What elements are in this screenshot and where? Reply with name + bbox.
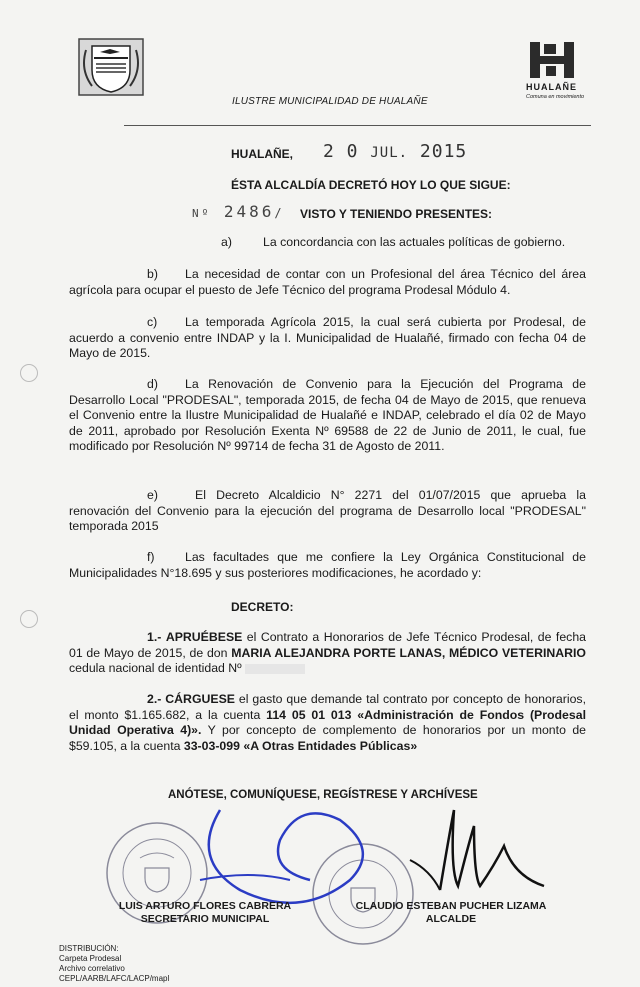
date-stamp-year: 2015 [419, 141, 468, 162]
distribution-line: Archivo correlativo [59, 964, 125, 973]
redacted-id [245, 664, 305, 674]
crest-emblem-icon [78, 38, 144, 96]
consideration-b [69, 267, 586, 298]
consideration-c [69, 315, 586, 362]
place-name: HUALAÑE, [231, 147, 293, 161]
decreto-heading: DECRETO: [231, 600, 294, 614]
consideration-label: a) [221, 235, 232, 249]
consideration-label: f) [147, 550, 155, 564]
item-number: 1.- [147, 630, 162, 644]
date-stamp-day: 2 0 [323, 141, 359, 162]
item-number: 2.- [147, 692, 162, 706]
consideration-text: El Decreto Alcaldicio N° 2271 del 01/07/2015 que aprueba la renovación del Convenio para la ejecución del programa de Desarrollo local "PRODESAL" temporada 2015 [69, 488, 586, 533]
hualane-logo-icon [526, 38, 586, 82]
decree-number-stamp [192, 202, 285, 221]
secretary-name: LUIS ARTURO FLORES CABRERA [118, 900, 292, 912]
closing-formula: ANÓTESE, COMUNÍQUESE, REGÍSTRESE Y ARCHÍVESE [168, 789, 478, 801]
consideration-a [69, 235, 586, 251]
item-text: el Contrato a Honorarios de Jefe Técnico Prodesal, de fecha 01 de Mayo de 2015, de don [69, 630, 586, 660]
consideration-text: Las facultades que me confiere la Ley Orgánica Constitucional de Municipalidades N°18.695 y sus posteriores modificaciones, he acordado y: [69, 550, 586, 580]
decree-number-prefix: Nº [192, 207, 212, 220]
item-verb: APRUÉBESE [165, 630, 243, 644]
consideration-e [69, 488, 586, 535]
item-text: Y por concepto de complemento de honorarios por un monto de $59.105, a la cuenta [69, 723, 586, 753]
mayor-name: CLAUDIO ESTEBAN PUCHER LIZAMA [355, 900, 547, 912]
decree-number-suffix: / [274, 206, 285, 220]
date-stamp-month: JUL. [370, 145, 409, 161]
secretary-block [100, 900, 310, 926]
header-divider [124, 125, 591, 126]
decree-number: 2486 [223, 202, 275, 221]
consideration-text: La concordancia con las actuales políticas de gobierno. [263, 235, 566, 249]
distribution-line: CEPL/AARB/LAFC/LACP/mapl [59, 974, 170, 983]
consideration-label: c) [147, 315, 158, 329]
decree-item-1 [69, 630, 586, 677]
institution-name: ILUSTRE MUNICIPALIDAD DE HUALAÑE [232, 96, 428, 107]
consideration-label: b) [147, 267, 158, 281]
consideration-text: La temporada Agrícola 2015, la cual será cubierta por Prodesal, de acuerdo a convenio entre INDAP y la I. Municipalidad de Hualañé, firmado con fecha 04 de Mayo de 2015. [69, 315, 586, 360]
consideration-f [69, 550, 586, 581]
secretary-signature [180, 780, 380, 920]
account-1: 114 05 01 013 «Administración de Fondos (Prodesal Unidad Operativa 4)». [69, 707, 586, 737]
item-text: cedula nacional de identidad Nº [69, 661, 242, 675]
visto-heading: VISTO Y TENIENDO PRESENTES: [300, 207, 493, 221]
distribution-line: Carpeta Prodesal [59, 954, 122, 963]
hualane-logo [520, 38, 592, 100]
mayor-title: ALCALDE [425, 913, 477, 925]
consideration-d [69, 377, 586, 455]
consideration-text: La necesidad de contar con un Profesional del área Técnico del área agrícola para ocupar el puesto de Jefe Técnico del programa Prodesal Módulo 4. [69, 267, 586, 297]
item-text: el gasto que demande tal contrato por concepto de honorarios, el monto $1.165.682, a la cuenta [69, 692, 586, 722]
mayor-block [326, 900, 576, 926]
municipal-crest [78, 38, 144, 96]
punch-hole-icon [20, 364, 38, 382]
distribution-list [59, 944, 169, 984]
date-stamp [323, 141, 467, 162]
punch-hole-icon [20, 610, 38, 628]
consideration-label: e) [147, 488, 158, 502]
logo-tagline: Comuna en movimiento [526, 94, 585, 100]
secretary-title: SECRETARIO MUNICIPAL [140, 913, 270, 925]
beneficiary-name: MARIA ALEJANDRA PORTE LANAS, MÉDICO VETERINARIO [231, 645, 586, 660]
consideration-text: La Renovación de Convenio para la Ejecución del Programa de Desarrollo Local "PRODESAL", temporada 2015, de fecha 04 de Mayo de 2015, que renueva el Convenio entre la Ilustre Municipalidad de Hualañé e INDAP, celebrado el día 02 de Mayo de 2011, aprobado por Resolución Exenta Nº 69588 de 22 de Junio de 2011, le cual, fue modificado por Resolución Nº 99714 de fecha 31 de Agosto de 2011. [69, 377, 586, 453]
account-2: 33-03-099 «A Otras Entidades Públicas» [183, 738, 418, 753]
logo-name: HUALAÑE [526, 82, 577, 92]
consideration-label: d) [147, 377, 158, 391]
distribution-title: DISTRIBUCIÓN: [59, 944, 119, 953]
item-verb: CÁRGUESE [165, 692, 235, 706]
mayor-signature [410, 800, 570, 910]
decree-heading: ÉSTA ALCALDÍA DECRETÓ HOY LO QUE SIGUE: [231, 178, 511, 192]
decree-item-2 [69, 692, 586, 754]
